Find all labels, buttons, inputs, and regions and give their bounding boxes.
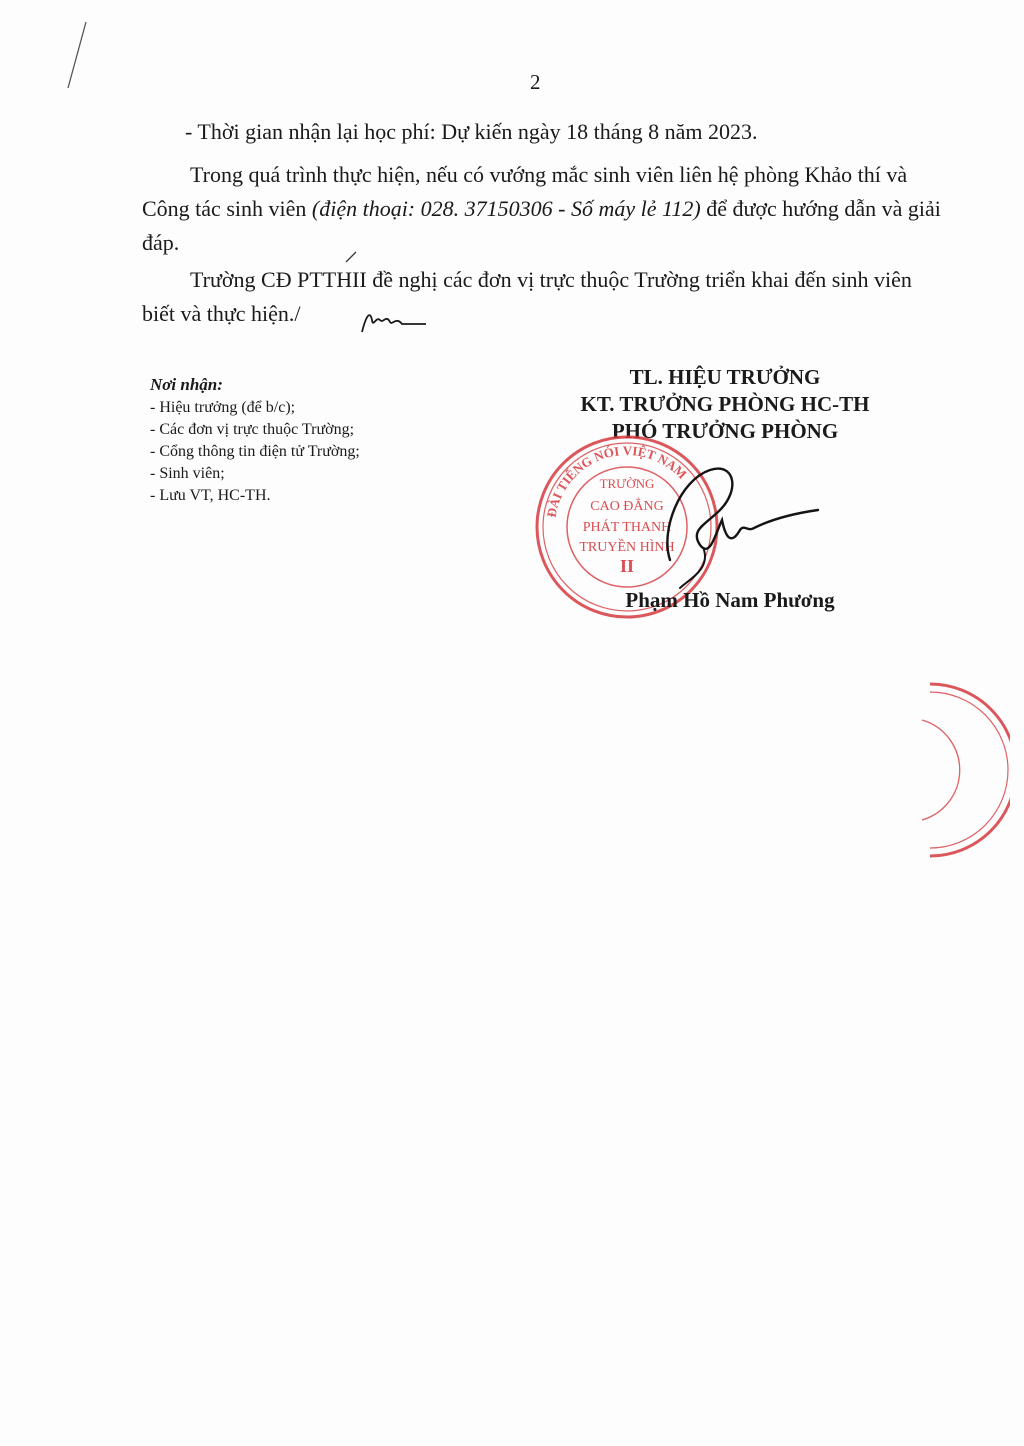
stamp-line-5: II: [619, 556, 635, 576]
stamp-ring-text: ĐÀI TIẾNG NÓI VIỆT NAM: [543, 442, 690, 519]
contact-suffix: để được hướng dẫn và giải đáp.: [142, 196, 941, 255]
initials-mark: [358, 306, 428, 336]
signer-name: Phạm Hồ Nam Phương: [625, 588, 835, 612]
fee-return-time-line: - Thời gian nhận lại học phí: Dự kiến ngày 18 tháng 8 năm 2023.: [185, 119, 758, 144]
handwritten-signature: [640, 440, 820, 590]
recipient-item: - Hiệu trưởng (để b/c);: [150, 397, 480, 419]
recipient-item: - Cổng thông tin điện tử Trường;: [150, 441, 480, 463]
recipients-list: [150, 374, 480, 507]
request-paragraph: [142, 263, 942, 331]
signature-line-3: PHÓ TRƯỞNG PHÒNG: [611, 419, 839, 443]
request-text: Trường CĐ PTTHII đề nghị các đơn vị trực thuộc Trường triển khai đến sinh viên biết và thực hiện./: [142, 267, 912, 326]
recipient-item: - Lưu VT, HC-TH.: [150, 485, 480, 507]
stamp-line-4: TRUYỀN HÌNH: [579, 540, 675, 555]
signature-line-1: TL. HIỆU TRƯỞNG: [629, 365, 821, 389]
recipients-title: Nơi nhận:: [150, 375, 223, 394]
recipient-item: - Sinh viên;: [150, 463, 480, 485]
contact-phone: (điện thoại: 028. 37150306 - Số máy lẻ 112): [311, 196, 701, 221]
pen-mark: [344, 250, 358, 264]
pen-mark: [60, 20, 90, 90]
signature-line-2: KT. TRƯỞNG PHÒNG HC-TH: [580, 392, 870, 416]
page-number: 2: [530, 70, 541, 94]
stamp-line-3: PHÁT THANH: [582, 520, 672, 535]
recipient-item: - Các đơn vị trực thuộc Trường;: [150, 419, 480, 441]
partial-stamp-edge: [900, 680, 1010, 860]
stamp-line-2: CAO ĐẲNG: [590, 499, 664, 514]
contact-prefix: Trong quá trình thực hiện, nếu có vướng mắc sinh viên liên hệ phòng Khảo thí và Công tác sinh viên: [142, 162, 908, 221]
stamp-line-1: TRƯỜNG: [599, 476, 655, 491]
contact-paragraph: [142, 158, 942, 260]
